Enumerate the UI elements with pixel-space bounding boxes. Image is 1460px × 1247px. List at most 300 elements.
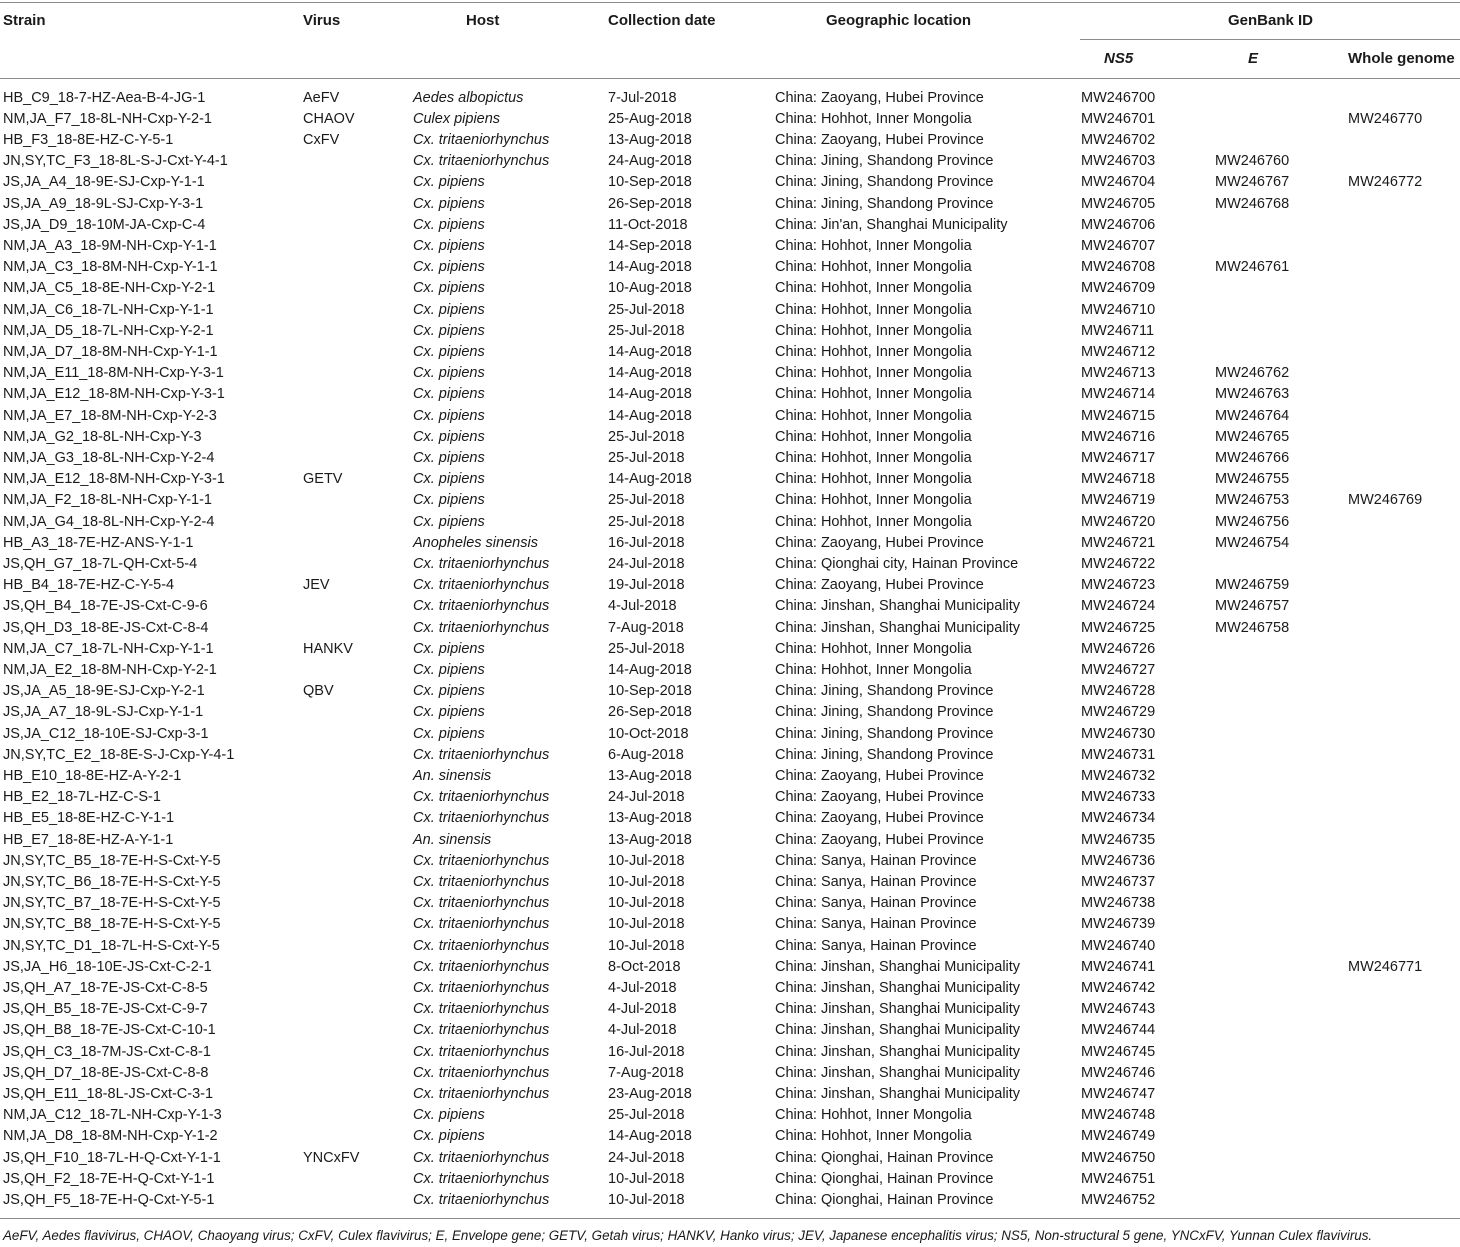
- location-cell: China: Hohhot, Inner Mongolia: [775, 471, 972, 488]
- ns5-id-cell: MW246744: [1081, 1022, 1156, 1039]
- virus-cell: CxFV: [303, 131, 340, 148]
- header-strain: Strain: [3, 12, 46, 29]
- collection-date-cell: 14-Aug-2018: [608, 343, 692, 360]
- strain-cell: NM,JA_C5_18-8E-NH-Cxp-Y-2-1: [3, 280, 216, 297]
- host-cell: Cx. tritaeniorhynchus: [413, 577, 550, 594]
- table-footnote: AeFV, Aedes flavivirus, CHAOV, Chaoyang virus; CxFV, Culex flavivirus; E, Envelope gene; GETV, Getah virus; HANKV, Hanko virus; JEV, Japanese encephalitis virus; NS5, Non-structural 5 gene, YNCxFV, Yunnan Culex flavivirus.: [3, 1228, 1373, 1243]
- strain-cell: JN,SY,TC_B5_18-7E-H-S-Cxt-Y-5: [3, 852, 221, 869]
- table-row: [0, 702, 1460, 723]
- host-cell: Cx. pipiens: [413, 259, 485, 276]
- header-collection-date: Collection date: [608, 12, 716, 29]
- host-cell: Cx. pipiens: [413, 216, 485, 233]
- collection-date-cell: 24-Jul-2018: [608, 555, 685, 572]
- host-cell: Cx. tritaeniorhynchus: [413, 916, 550, 933]
- host-cell: Cx. pipiens: [413, 386, 485, 403]
- location-cell: China: Sanya, Hainan Province: [775, 916, 977, 933]
- table-row: [0, 999, 1460, 1020]
- location-cell: China: Hohhot, Inner Mongolia: [775, 513, 972, 530]
- location-cell: China: Hohhot, Inner Mongolia: [775, 259, 972, 276]
- strain-cell: NM,JA_C12_18-7L-NH-Cxp-Y-1-3: [3, 1107, 222, 1124]
- collection-date-cell: 8-Oct-2018: [608, 958, 681, 975]
- ns5-id-cell: MW246703: [1081, 153, 1156, 170]
- host-cell: Cx. pipiens: [413, 407, 485, 424]
- strain-cell: JS,QH_B4_18-7E-JS-Cxt-C-9-6: [3, 598, 208, 615]
- strain-cell: NM,JA_C6_18-7L-NH-Cxp-Y-1-1: [3, 301, 214, 318]
- collection-date-cell: 25-Jul-2018: [608, 640, 685, 657]
- ns5-id-cell: MW246750: [1081, 1149, 1156, 1166]
- table-row: [0, 172, 1460, 193]
- collection-date-cell: 16-Jul-2018: [608, 534, 685, 551]
- location-cell: China: Zaoyang, Hubei Province: [775, 131, 984, 148]
- location-cell: China: Jining, Shandong Province: [775, 153, 994, 170]
- location-cell: China: Hohhot, Inner Mongolia: [775, 386, 972, 403]
- collection-date-cell: 26-Sep-2018: [608, 195, 692, 212]
- host-cell: Cx. tritaeniorhynchus: [413, 958, 550, 975]
- collection-date-cell: 13-Aug-2018: [608, 810, 692, 827]
- host-cell: Cx. tritaeniorhynchus: [413, 789, 550, 806]
- host-cell: Cx. tritaeniorhynchus: [413, 131, 550, 148]
- virus-cell: GETV: [303, 471, 343, 488]
- virus-cell: YNCxFV: [303, 1149, 360, 1166]
- strain-cell: JN,SY,TC_F3_18-8L-S-J-Cxt-Y-4-1: [3, 153, 228, 170]
- collection-date-cell: 25-Jul-2018: [608, 301, 685, 318]
- strain-cell: NM,JA_D7_18-8M-NH-Cxp-Y-1-1: [3, 343, 218, 360]
- strain-cell: JS,JA_A9_18-9L-SJ-Cxp-Y-3-1: [3, 195, 204, 212]
- table-row: [0, 342, 1460, 363]
- strain-cell: JS,QH_E11_18-8L-JS-Cxt-C-3-1: [3, 1085, 214, 1102]
- host-cell: Cx. tritaeniorhynchus: [413, 153, 550, 170]
- e-id-cell: MW246759: [1215, 577, 1290, 594]
- location-cell: China: Qionghai, Hainan Province: [775, 1149, 994, 1166]
- location-cell: China: Jining, Shandong Province: [775, 174, 994, 191]
- location-cell: China: Sanya, Hainan Province: [775, 873, 977, 890]
- ns5-id-cell: MW246713: [1081, 365, 1156, 382]
- ns5-id-cell: MW246722: [1081, 555, 1156, 572]
- ns5-id-cell: MW246705: [1081, 195, 1156, 212]
- strain-cell: NM,JA_G2_18-8L-NH-Cxp-Y-3: [3, 428, 202, 445]
- e-id-cell: MW246756: [1215, 513, 1290, 530]
- strain-cell: JS,JA_A5_18-9E-SJ-Cxp-Y-2-1: [3, 683, 205, 700]
- table-row: [0, 257, 1460, 278]
- host-cell: Cx. pipiens: [413, 1107, 485, 1124]
- ns5-id-cell: MW246737: [1081, 873, 1156, 890]
- ns5-id-cell: MW246731: [1081, 746, 1156, 763]
- ns5-id-cell: MW246735: [1081, 831, 1156, 848]
- host-cell: Cx. pipiens: [413, 704, 485, 721]
- header-e: E: [1248, 50, 1259, 67]
- strain-cell: JS,JA_D9_18-10M-JA-Cxp-C-4: [3, 216, 206, 233]
- location-cell: China: Hohhot, Inner Mongolia: [775, 492, 972, 509]
- location-cell: China: Qionghai city, Hainan Province: [775, 555, 1019, 572]
- location-cell: China: Hohhot, Inner Mongolia: [775, 1107, 972, 1124]
- e-id-cell: MW246764: [1215, 407, 1290, 424]
- host-cell: Cx. pipiens: [413, 492, 485, 509]
- genbank-subheader-rule: [1080, 39, 1460, 40]
- collection-date-cell: 14-Aug-2018: [608, 1128, 692, 1145]
- collection-date-cell: 11-Oct-2018: [608, 216, 688, 233]
- ns5-id-cell: MW246725: [1081, 619, 1156, 636]
- location-cell: China: Zaoyang, Hubei Province: [775, 831, 984, 848]
- table-row: [0, 88, 1460, 109]
- ns5-id-cell: MW246717: [1081, 449, 1156, 466]
- host-cell: Cx. pipiens: [413, 343, 485, 360]
- strain-cell: HB_F3_18-8E-HZ-C-Y-5-1: [3, 131, 174, 148]
- collection-date-cell: 25-Jul-2018: [608, 513, 685, 530]
- host-cell: Cx. pipiens: [413, 683, 485, 700]
- host-cell: An. sinensis: [413, 767, 492, 784]
- ns5-id-cell: MW246700: [1081, 89, 1156, 106]
- location-cell: China: Zaoyang, Hubei Province: [775, 767, 984, 784]
- ns5-id-cell: MW246746: [1081, 1064, 1156, 1081]
- collection-date-cell: 24-Jul-2018: [608, 789, 685, 806]
- whole-genome-id-cell: MW246772: [1348, 174, 1423, 191]
- location-cell: China: Qionghai, Hainan Province: [775, 1191, 994, 1208]
- e-id-cell: MW246765: [1215, 428, 1290, 445]
- collection-date-cell: 13-Aug-2018: [608, 131, 692, 148]
- collection-date-cell: 14-Aug-2018: [608, 471, 692, 488]
- host-cell: Aedes albopictus: [413, 89, 524, 106]
- ns5-id-cell: MW246733: [1081, 789, 1156, 806]
- strain-cell: JS,QH_F5_18-7E-H-Q-Cxt-Y-5-1: [3, 1191, 215, 1208]
- collection-date-cell: 13-Aug-2018: [608, 831, 692, 848]
- strain-cell: NM,JA_E11_18-8M-NH-Cxp-Y-3-1: [3, 365, 224, 382]
- strain-cell: JS,JA_C12_18-10E-SJ-Cxp-3-1: [3, 725, 209, 742]
- strain-cell: HB_E10_18-8E-HZ-A-Y-2-1: [3, 767, 182, 784]
- location-cell: China: Jining, Shandong Province: [775, 746, 994, 763]
- host-cell: Cx. pipiens: [413, 174, 485, 191]
- table-row: [0, 151, 1460, 172]
- collection-date-cell: 14-Aug-2018: [608, 407, 692, 424]
- strain-cell: JS,QH_F2_18-7E-H-Q-Cxt-Y-1-1: [3, 1170, 215, 1187]
- location-cell: China: Zaoyang, Hubei Province: [775, 810, 984, 827]
- ns5-id-cell: MW246708: [1081, 259, 1156, 276]
- e-id-cell: MW246758: [1215, 619, 1290, 636]
- virus-cell: JEV: [303, 577, 330, 594]
- strain-cell: NM,JA_E2_18-8M-NH-Cxp-Y-2-1: [3, 661, 217, 678]
- ns5-id-cell: MW246704: [1081, 174, 1156, 191]
- strain-cell: JN,SY,TC_E2_18-8E-S-J-Cxp-Y-4-1: [3, 746, 235, 763]
- host-cell: Cx. pipiens: [413, 449, 485, 466]
- collection-date-cell: 10-Jul-2018: [608, 873, 685, 890]
- table-row: [0, 724, 1460, 745]
- strain-cell: NM,JA_G4_18-8L-NH-Cxp-Y-2-4: [3, 513, 215, 530]
- host-cell: Cx. pipiens: [413, 301, 485, 318]
- e-id-cell: MW246754: [1215, 534, 1290, 551]
- collection-date-cell: 14-Aug-2018: [608, 386, 692, 403]
- strain-cell: HB_A3_18-7E-HZ-ANS-Y-1-1: [3, 534, 194, 551]
- header-genbank-id: GenBank ID: [1228, 12, 1314, 29]
- location-cell: China: Sanya, Hainan Province: [775, 895, 977, 912]
- table-row: [0, 893, 1460, 914]
- collection-date-cell: 23-Aug-2018: [608, 1085, 692, 1102]
- host-cell: Cx. pipiens: [413, 195, 485, 212]
- table-row: [0, 660, 1460, 681]
- collection-date-cell: 25-Jul-2018: [608, 492, 685, 509]
- strain-cell: JS,JA_H6_18-10E-JS-Cxt-C-2-1: [3, 958, 212, 975]
- host-cell: Cx. tritaeniorhynchus: [413, 1149, 550, 1166]
- location-cell: China: Qionghai, Hainan Province: [775, 1170, 994, 1187]
- table-row: [0, 130, 1460, 151]
- header-whole-genome: Whole genome: [1348, 50, 1455, 67]
- collection-date-cell: 10-Oct-2018: [608, 725, 689, 742]
- ns5-id-cell: MW246709: [1081, 280, 1156, 297]
- collection-date-cell: 14-Aug-2018: [608, 259, 692, 276]
- strain-cell: JS,QH_G7_18-7L-QH-Cxt-5-4: [3, 555, 198, 572]
- host-cell: Cx. tritaeniorhynchus: [413, 1043, 550, 1060]
- ns5-id-cell: MW246749: [1081, 1128, 1156, 1145]
- location-cell: China: Hohhot, Inner Mongolia: [775, 365, 972, 382]
- header-geographic-location: Geographic location: [826, 12, 972, 29]
- strain-cell: JS,QH_B8_18-7E-JS-Cxt-C-10-1: [3, 1022, 216, 1039]
- strain-cell: JS,QH_B5_18-7E-JS-Cxt-C-9-7: [3, 1001, 208, 1018]
- location-cell: China: Jinshan, Shanghai Municipality: [775, 979, 1021, 996]
- ns5-id-cell: MW246701: [1081, 110, 1156, 127]
- ns5-id-cell: MW246751: [1081, 1170, 1156, 1187]
- ns5-id-cell: MW246718: [1081, 471, 1156, 488]
- location-cell: China: Zaoyang, Hubei Province: [775, 534, 984, 551]
- header-bottom-rule: [0, 78, 1460, 79]
- location-cell: China: Hohhot, Inner Mongolia: [775, 237, 972, 254]
- table-row: [0, 1063, 1460, 1084]
- host-cell: Cx. tritaeniorhynchus: [413, 598, 550, 615]
- host-cell: Cx. pipiens: [413, 1128, 485, 1145]
- host-cell: Cx. pipiens: [413, 365, 485, 382]
- table-row: [0, 427, 1460, 448]
- table-row: [0, 1020, 1460, 1041]
- ns5-id-cell: MW246728: [1081, 683, 1156, 700]
- collection-date-cell: 7-Jul-2018: [608, 89, 677, 106]
- host-cell: Cx. pipiens: [413, 237, 485, 254]
- table-row: [0, 278, 1460, 299]
- strain-cell: NM,JA_C3_18-8M-NH-Cxp-Y-1-1: [3, 259, 218, 276]
- collection-date-cell: 10-Sep-2018: [608, 174, 692, 191]
- strain-cell: NM,JA_F2_18-8L-NH-Cxp-Y-1-1: [3, 492, 212, 509]
- table-row: [0, 639, 1460, 660]
- table-row: [0, 554, 1460, 575]
- collection-date-cell: 25-Jul-2018: [608, 1107, 685, 1124]
- table-row: [0, 109, 1460, 130]
- collection-date-cell: 10-Sep-2018: [608, 683, 692, 700]
- strain-cell: NM,JA_E12_18-8M-NH-Cxp-Y-3-1: [3, 386, 225, 403]
- header-host: Host: [466, 12, 500, 29]
- ns5-id-cell: MW246721: [1081, 534, 1156, 551]
- location-cell: China: Jining, Shandong Province: [775, 704, 994, 721]
- ns5-id-cell: MW246743: [1081, 1001, 1156, 1018]
- host-cell: Cx. tritaeniorhynchus: [413, 979, 550, 996]
- collection-date-cell: 10-Jul-2018: [608, 1191, 685, 1208]
- e-id-cell: MW246762: [1215, 365, 1290, 382]
- ns5-id-cell: MW246723: [1081, 577, 1156, 594]
- location-cell: China: Zaoyang, Hubei Province: [775, 577, 984, 594]
- location-cell: China: Sanya, Hainan Province: [775, 852, 977, 869]
- strain-cell: NM,JA_E7_18-8M-NH-Cxp-Y-2-3: [3, 407, 217, 424]
- table-row: [0, 851, 1460, 872]
- table-row: [0, 1126, 1460, 1147]
- whole-genome-id-cell: MW246769: [1348, 492, 1423, 509]
- location-cell: China: Hohhot, Inner Mongolia: [775, 428, 972, 445]
- table-row: [0, 618, 1460, 639]
- host-cell: Cx. tritaeniorhynchus: [413, 1170, 550, 1187]
- table-row: [0, 1042, 1460, 1063]
- table-row: [0, 448, 1460, 469]
- ns5-id-cell: MW246745: [1081, 1043, 1156, 1060]
- location-cell: China: Jinshan, Shanghai Municipality: [775, 598, 1021, 615]
- collection-date-cell: 24-Jul-2018: [608, 1149, 685, 1166]
- strain-cell: JS,JA_A4_18-9E-SJ-Cxp-Y-1-1: [3, 174, 205, 191]
- table-row: [0, 194, 1460, 215]
- collection-date-cell: 4-Jul-2018: [608, 979, 677, 996]
- location-cell: China: Jining, Shandong Province: [775, 195, 994, 212]
- strain-cell: NM,JA_G3_18-8L-NH-Cxp-Y-2-4: [3, 449, 215, 466]
- table-row: [0, 512, 1460, 533]
- table-row: [0, 787, 1460, 808]
- ns5-id-cell: MW246707: [1081, 237, 1156, 254]
- location-cell: China: Hohhot, Inner Mongolia: [775, 661, 972, 678]
- table-row: [0, 745, 1460, 766]
- host-cell: Cx. pipiens: [413, 322, 485, 339]
- ns5-id-cell: MW246729: [1081, 704, 1156, 721]
- collection-date-cell: 13-Aug-2018: [608, 767, 692, 784]
- collection-date-cell: 6-Aug-2018: [608, 746, 684, 763]
- strain-cell: JS,QH_A7_18-7E-JS-Cxt-C-8-5: [3, 979, 208, 996]
- e-id-cell: MW246755: [1215, 471, 1290, 488]
- host-cell: Cx. tritaeniorhynchus: [413, 873, 550, 890]
- table-row: [0, 681, 1460, 702]
- table-row: [0, 469, 1460, 490]
- location-cell: China: Jin'an, Shanghai Municipality: [775, 216, 1008, 233]
- ns5-id-cell: MW246720: [1081, 513, 1156, 530]
- table-row: [0, 914, 1460, 935]
- whole-genome-id-cell: MW246770: [1348, 110, 1423, 127]
- host-cell: Cx. pipiens: [413, 661, 485, 678]
- collection-date-cell: 4-Jul-2018: [608, 1022, 677, 1039]
- strain-cell: JN,SY,TC_B6_18-7E-H-S-Cxt-Y-5: [3, 873, 221, 890]
- table-row: [0, 363, 1460, 384]
- location-cell: China: Jinshan, Shanghai Municipality: [775, 958, 1021, 975]
- table-row: [0, 596, 1460, 617]
- collection-date-cell: 10-Jul-2018: [608, 852, 685, 869]
- collection-date-cell: 14-Aug-2018: [608, 365, 692, 382]
- ns5-id-cell: MW246742: [1081, 979, 1156, 996]
- host-cell: Cx. tritaeniorhynchus: [413, 1001, 550, 1018]
- e-id-cell: MW246761: [1215, 259, 1290, 276]
- strain-cell: HB_B4_18-7E-HZ-C-Y-5-4: [3, 577, 175, 594]
- table-row: [0, 384, 1460, 405]
- ns5-id-cell: MW246719: [1081, 492, 1156, 509]
- location-cell: China: Hohhot, Inner Mongolia: [775, 301, 972, 318]
- host-cell: Cx. tritaeniorhynchus: [413, 852, 550, 869]
- host-cell: Cx. tritaeniorhynchus: [413, 937, 550, 954]
- ns5-id-cell: MW246736: [1081, 852, 1156, 869]
- ns5-id-cell: MW246724: [1081, 598, 1156, 615]
- e-id-cell: MW246753: [1215, 492, 1290, 509]
- host-cell: Cx. tritaeniorhynchus: [413, 1191, 550, 1208]
- location-cell: China: Hohhot, Inner Mongolia: [775, 322, 972, 339]
- collection-date-cell: 25-Jul-2018: [608, 428, 685, 445]
- host-cell: Cx. pipiens: [413, 513, 485, 530]
- ns5-id-cell: MW246727: [1081, 661, 1156, 678]
- strain-cell: JN,SY,TC_B8_18-7E-H-S-Cxt-Y-5: [3, 916, 221, 933]
- host-cell: Cx. tritaeniorhynchus: [413, 555, 550, 572]
- table-row: [0, 830, 1460, 851]
- strain-cell: JS,JA_A7_18-9L-SJ-Cxp-Y-1-1: [3, 704, 204, 721]
- collection-date-cell: 7-Aug-2018: [608, 1064, 684, 1081]
- ns5-id-cell: MW246715: [1081, 407, 1156, 424]
- location-cell: China: Hohhot, Inner Mongolia: [775, 407, 972, 424]
- whole-genome-id-cell: MW246771: [1348, 958, 1423, 975]
- strain-cell: NM,JA_C7_18-7L-NH-Cxp-Y-1-1: [3, 640, 214, 657]
- location-cell: China: Hohhot, Inner Mongolia: [775, 640, 972, 657]
- strain-cell: NM,JA_E12_18-8M-NH-Cxp-Y-3-1: [3, 471, 225, 488]
- host-cell: Cx. tritaeniorhynchus: [413, 1022, 550, 1039]
- collection-date-cell: 14-Aug-2018: [608, 661, 692, 678]
- location-cell: China: Jinshan, Shanghai Municipality: [775, 1043, 1021, 1060]
- table-row: [0, 1084, 1460, 1105]
- ns5-id-cell: MW246711: [1081, 322, 1155, 339]
- table-row: [0, 215, 1460, 236]
- strain-cell: JS,QH_F10_18-7L-H-Q-Cxt-Y-1-1: [3, 1149, 221, 1166]
- top-rule: [0, 2, 1460, 3]
- table-row: [0, 533, 1460, 554]
- host-cell: Cx. pipiens: [413, 428, 485, 445]
- location-cell: China: Jinshan, Shanghai Municipality: [775, 1085, 1021, 1102]
- ns5-id-cell: MW246752: [1081, 1191, 1156, 1208]
- location-cell: China: Sanya, Hainan Province: [775, 937, 977, 954]
- ns5-id-cell: MW246747: [1081, 1085, 1156, 1102]
- collection-date-cell: 19-Jul-2018: [608, 577, 685, 594]
- ns5-id-cell: MW246706: [1081, 216, 1156, 233]
- table-row: [0, 1190, 1460, 1211]
- virus-cell: QBV: [303, 683, 334, 700]
- e-id-cell: MW246768: [1215, 195, 1290, 212]
- ns5-id-cell: MW246730: [1081, 725, 1156, 742]
- virus-cell: CHAOV: [303, 110, 355, 127]
- table-row: [0, 575, 1460, 596]
- location-cell: China: Hohhot, Inner Mongolia: [775, 449, 972, 466]
- strain-cell: HB_E5_18-8E-HZ-C-Y-1-1: [3, 810, 175, 827]
- strain-cell: JS,QH_C3_18-7M-JS-Cxt-C-8-1: [3, 1043, 211, 1060]
- strain-cell: HB_E7_18-8E-HZ-A-Y-1-1: [3, 831, 174, 848]
- e-id-cell: MW246767: [1215, 174, 1290, 191]
- table-row: [0, 766, 1460, 787]
- e-id-cell: MW246760: [1215, 153, 1290, 170]
- collection-date-cell: 25-Jul-2018: [608, 449, 685, 466]
- strain-cell: JS,QH_D7_18-8E-JS-Cxt-C-8-8: [3, 1064, 209, 1081]
- ns5-id-cell: MW246739: [1081, 916, 1156, 933]
- table-row: [0, 236, 1460, 257]
- strain-cell: JN,SY,TC_B7_18-7E-H-S-Cxt-Y-5: [3, 895, 221, 912]
- e-id-cell: MW246757: [1215, 598, 1290, 615]
- collection-date-cell: 25-Jul-2018: [608, 322, 685, 339]
- table-row: [0, 808, 1460, 829]
- collection-date-cell: 24-Aug-2018: [608, 153, 692, 170]
- table-row: [0, 872, 1460, 893]
- ns5-id-cell: MW246732: [1081, 767, 1156, 784]
- collection-date-cell: 16-Jul-2018: [608, 1043, 685, 1060]
- table-row: [0, 1105, 1460, 1126]
- table-row: [0, 300, 1460, 321]
- header-ns5: NS5: [1104, 50, 1134, 67]
- ns5-id-cell: MW246712: [1081, 343, 1156, 360]
- collection-date-cell: 10-Jul-2018: [608, 916, 685, 933]
- host-cell: Culex pipiens: [413, 110, 501, 127]
- strain-cell: NM,JA_A3_18-9M-NH-Cxp-Y-1-1: [3, 237, 217, 254]
- host-cell: Cx. pipiens: [413, 471, 485, 488]
- location-cell: China: Jinshan, Shanghai Municipality: [775, 1001, 1021, 1018]
- collection-date-cell: 7-Aug-2018: [608, 619, 684, 636]
- table-row: [0, 957, 1460, 978]
- collection-date-cell: 10-Jul-2018: [608, 895, 685, 912]
